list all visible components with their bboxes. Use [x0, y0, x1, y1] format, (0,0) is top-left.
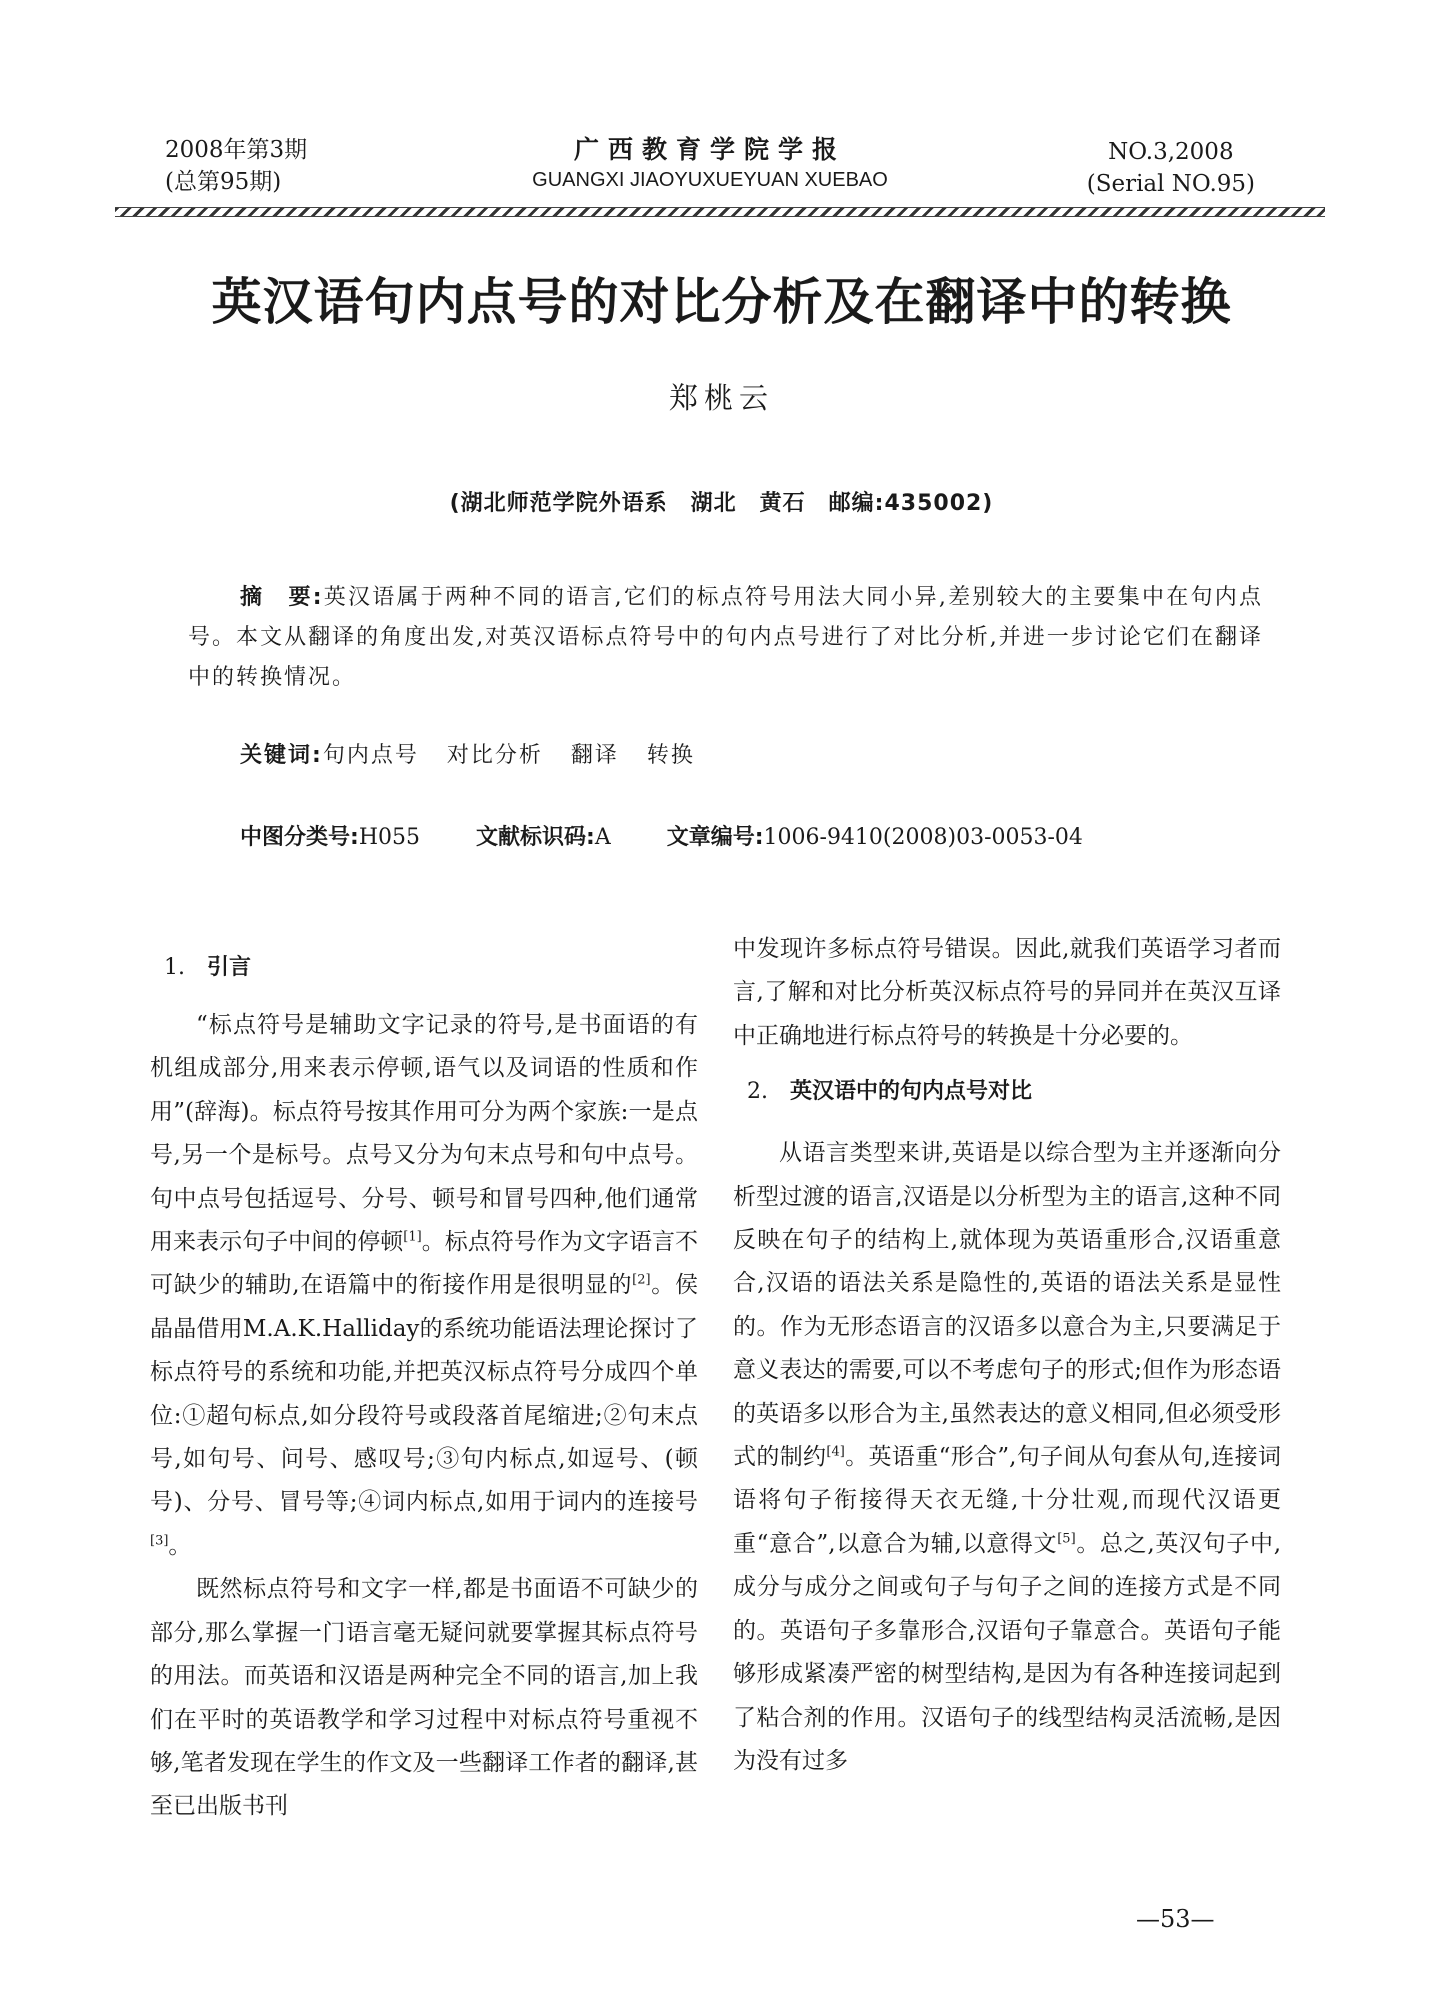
keyword-item: 对比分析: [446, 743, 543, 768]
text-run: 。: [168, 1532, 192, 1559]
text-run: 。侯晶晶借用M.A.K.Halliday的系统功能语法理论探讨了标点符号的系统和功能,并把英汉标点符号分成四个单位:①超句标点,如分段符号或段落首尾缩进;②句末点号,如句号、问号、感叹号;③句内标点,如逗号、(顿号)、分号、冒号等;④词内标点,如用于词内的连接号: [150, 1272, 699, 1516]
serial-line-1: NO.3,2008: [1108, 139, 1234, 165]
author-name: 郑桃云: [668, 381, 774, 415]
section-1-number: 1.: [164, 955, 185, 980]
page-number: —53—: [1136, 1905, 1215, 1933]
section-2-heading: [733, 1072, 1281, 1112]
abstract-text: 英汉语属于两种不同的语言,它们的标点符号用法大同小异,差别较大的主要集中在句内点号。本文从翻译的角度出发,对英汉语标点符号中的句内点号进行了对比分析,并进一步讨论它们在翻译中的转换情况。: [188, 585, 1263, 690]
citation-3: [3]: [150, 1533, 169, 1549]
clc-label: 中图分类号:: [240, 825, 359, 850]
abstract: [188, 578, 1263, 698]
paper-title: 英汉语句内点号的对比分析及在翻译中的转换: [211, 272, 1232, 331]
serial-line-2: (Serial NO.95): [1086, 171, 1255, 197]
issue-line-1: 2008年第3期: [165, 137, 308, 163]
article-value: 1006-9410(2008)03-0053-04: [763, 825, 1083, 850]
issue-info: [165, 134, 307, 198]
text-run: 从语言类型来讲,英语是以综合型为主并逐渐向分析型过渡的语言,汉语是以分析型为主的语言,这种不同反映在句子的结构上,就体现为英语重形合,汉语重意合,汉语的语法关系是隐性的,英语的语法关系是显性的。作为无形态语言的汉语多以意合为主,只要满足于意义表达的需要,可以不考虑句子的形式;但作为形态语的英语多以形合为主,虽然表达的意义相同,但必须受形式的制约: [733, 1140, 1281, 1471]
keyword-item: 翻译: [570, 743, 619, 768]
section-2-number: 2.: [747, 1079, 768, 1105]
keywords-label: 关键词:: [240, 743, 323, 768]
journal-name-en: GUANGXI JIAOYUXUEYUAN XUEBAO: [532, 169, 888, 191]
citation-2: [2]: [632, 1272, 651, 1288]
header-decorative-rule: [115, 207, 1325, 217]
article-number: [667, 825, 1083, 850]
right-column: [733, 928, 1281, 1783]
journal-name-cn: 广西教育学院学报: [573, 135, 846, 164]
left-column: [150, 948, 698, 1829]
keyword-item: 转换: [646, 743, 695, 768]
citation-1: [1]: [403, 1229, 422, 1245]
section-1-title: 引言: [207, 955, 252, 980]
citation-4: [4]: [826, 1444, 845, 1460]
text-run: 。英语重“形合”,句子间从句套从句,连接词语将句子衔接得天衣无缝,十分壮观,而现代汉语更重“意合”,以意合为辅,以意得文: [733, 1444, 1281, 1557]
section-1-paragraph-2-continued: 中发现许多标点符号错误。因此,就我们英语学习者而言,了解和对比分析英汉标点符号的异同并在英汉互译中正确地进行标点符号的转换是十分必要的。: [733, 936, 1281, 1049]
issue-line-2: (总第95期): [165, 169, 282, 195]
serial-info: [1087, 136, 1255, 200]
keyword-item: 句内点号: [322, 743, 419, 768]
clc-number: [240, 825, 420, 850]
classification-line: [240, 818, 1083, 858]
text-run: 。标点符号作为文字语言不可缺少的辅助,在语篇中的衔接作用是很明显的: [150, 1229, 699, 1299]
section-2-paragraph-1: [733, 1132, 1281, 1783]
text-run: “标点符号是辅助文字记录的符号,是书面语的有机组成部分,用来表示停顿,语气以及词语的性质和作用”(辞海)。标点符号按其作用可分为两个家族:一是点号,另一个是标号。点号又分为句末点号和句中点号。句中点号包括逗号、分号、顿号和冒号四种,他们通常用来表示句子中间的停顿: [150, 1012, 698, 1256]
journal-name: [490, 134, 930, 194]
doc-value: A: [594, 825, 611, 850]
clc-value: H055: [358, 825, 420, 850]
abstract-label: 摘 要:: [240, 585, 324, 610]
section-2-title: 英汉语中的句内点号对比: [790, 1079, 1033, 1105]
text-run: 。总之,英汉句子中,成分与成分之间或句子与句子之间的连接方式是不同的。英语句子多靠形合,汉语句子靠意合。英语句子能够形成紧凑严密的树型结构,是因为有各种连接词起到了粘合剂的作用。汉语句子的线型结构灵活流畅,是因为没有过多: [733, 1530, 1282, 1774]
section-1-paragraph-2: 既然标点符号和文字一样,都是书面语不可缺少的部分,那么掌握一门语言毫无疑问就要掌握其标点符号的用法。而英语和汉语是两种完全不同的语言,加上我们在平时的英语教学和学习过程中对标点符号重视不够,笔者发现在学生的作文及一些翻译工作者的翻译,甚至已出版书刊: [150, 1576, 698, 1820]
doc-label: 文献标识码:: [476, 825, 595, 850]
document-code: [476, 825, 611, 850]
keywords: [240, 736, 723, 776]
article-label: 文章编号:: [666, 825, 764, 850]
affiliation: (湖北师范学院外语系 湖北 黄石 邮编:435002): [449, 491, 994, 516]
section-1-heading: [150, 948, 698, 988]
section-1-paragraph-1: [150, 1004, 698, 1568]
citation-5: [5]: [1057, 1531, 1076, 1547]
